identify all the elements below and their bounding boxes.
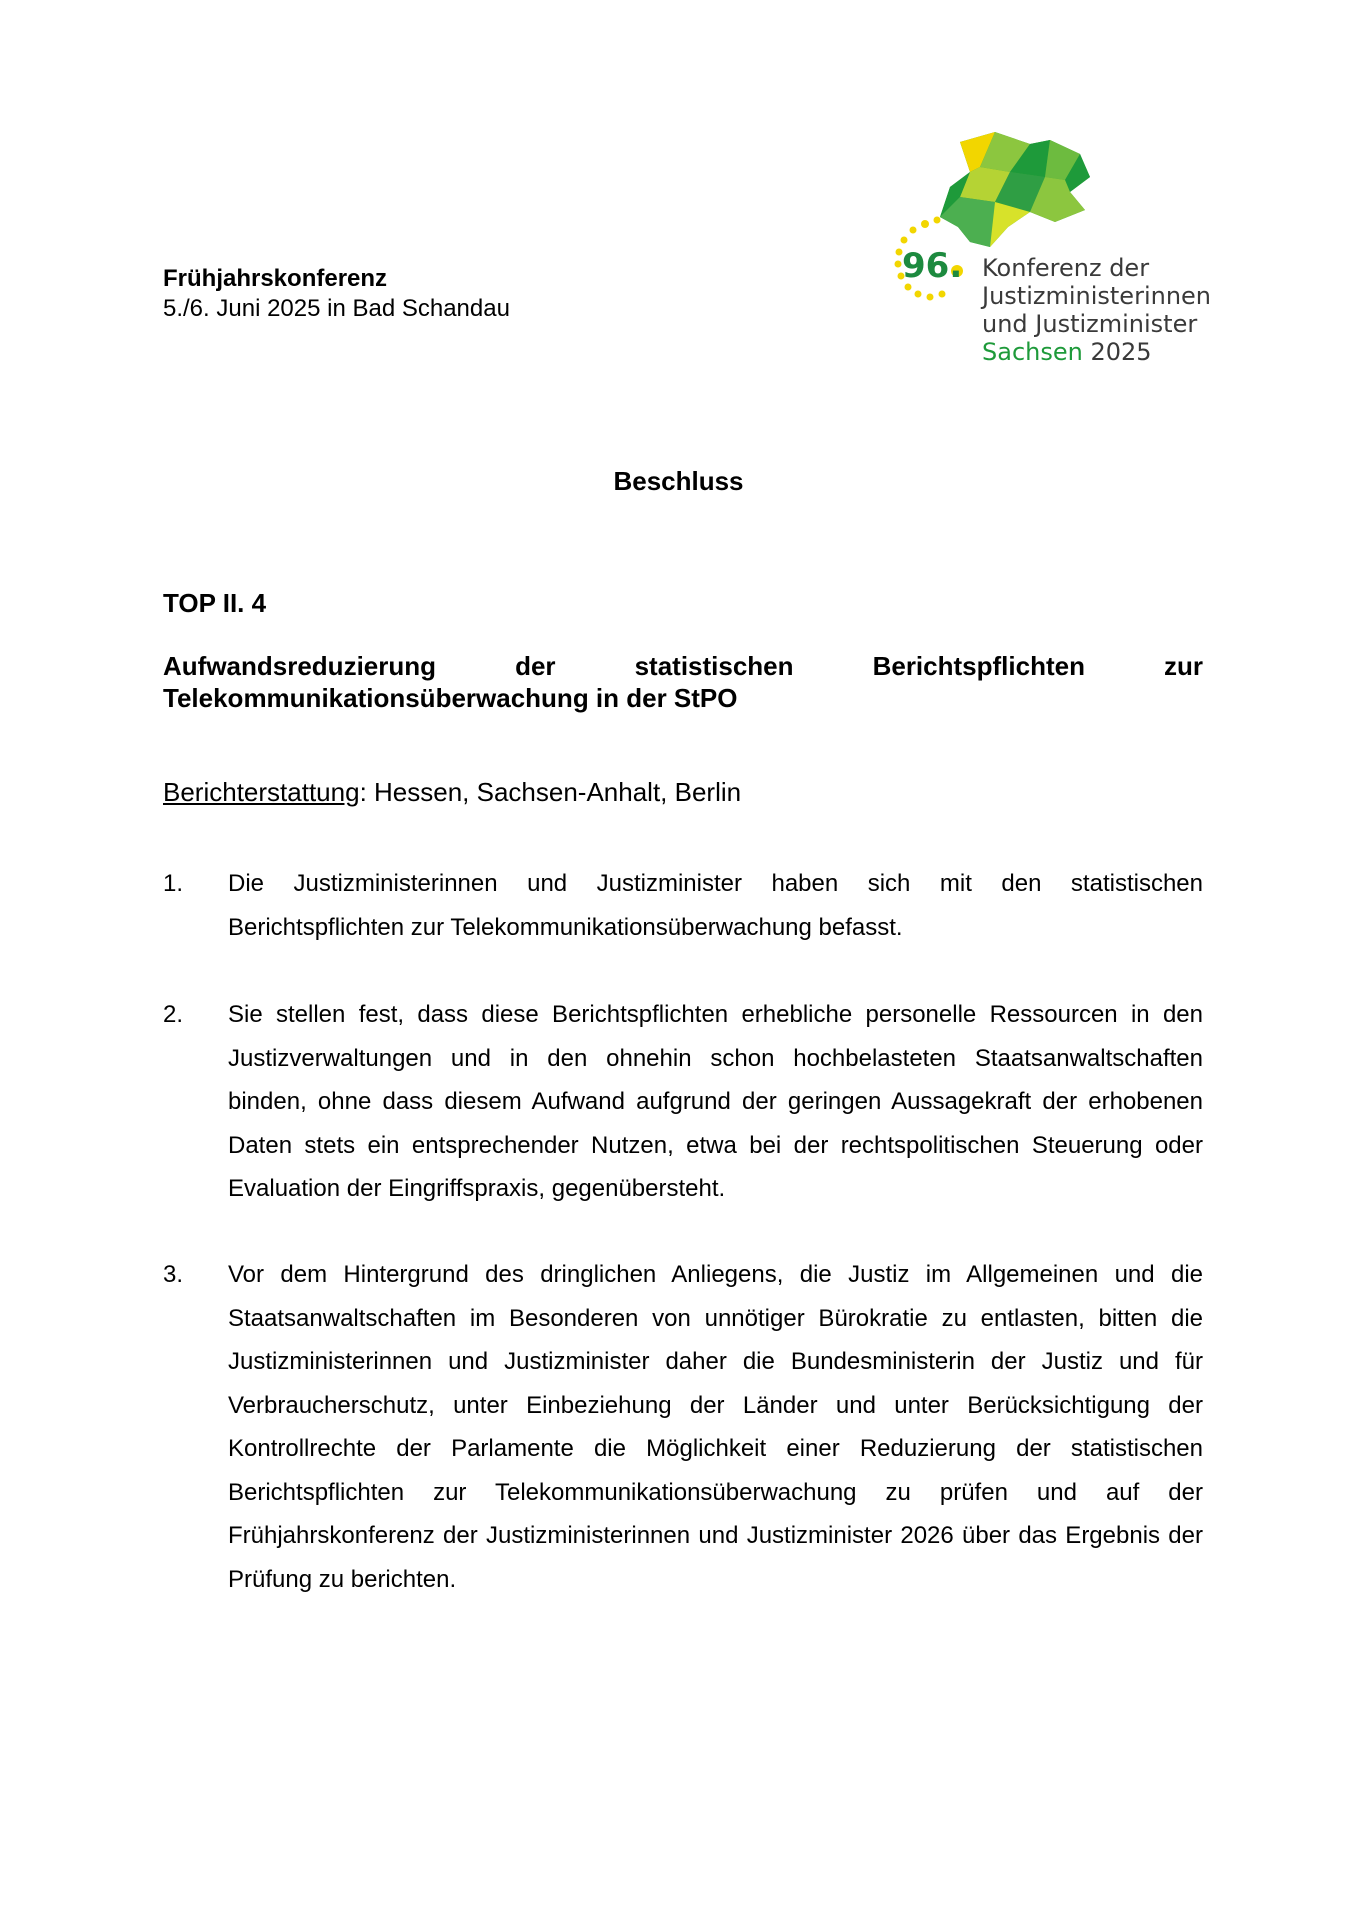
logo-state: Sachsen [982, 338, 1083, 366]
subject-line-1 [163, 650, 1203, 682]
reporting-label: Berichterstattung [163, 777, 360, 807]
subject-line-2: Telekommunikationsüberwachung in der StPO [163, 683, 738, 713]
subject-word: Berichtspflichten [872, 651, 1085, 681]
item-number: 1. [163, 870, 184, 897]
document-title: Beschluss [613, 466, 744, 496]
reporting-line [163, 777, 741, 808]
conference-logo [880, 132, 1210, 372]
logo-line-1: Konferenz der [982, 254, 1150, 282]
item-number: 3. [163, 1261, 184, 1288]
logo-line-3: und Justizminister [982, 310, 1198, 338]
logo-text [982, 254, 1211, 366]
reporting-states: : Hessen, Sachsen-Anhalt, Berlin [359, 777, 742, 807]
logo-line-2: Justizministerinnen [982, 282, 1212, 310]
item-text: Vor dem Hintergrund des dringlichen Anliegens, die Justiz im Allgemeinen und die Staatsanwaltschaften im Besonderen von unnötiger Bürokratie zu entlasten, bitten die Justizministerinnen und Justizminister daher die Bundesministerin der Justiz und für Verbraucherschutz, unter Einbeziehung der Länder und unter Berücksichtigung der Kontrollrechte der Parlamente die Möglichkeit einer Reduzierung der statistischen Berichtspflichten zur Telekommunikationsüberwachung zu prüfen und auf der Frühjahrskonferenz der Justizministerinnen und Justizminister 2026 über das Ergebnis der Prüfung zu berichten. [228, 1261, 1203, 1593]
subject-word: statistischen [634, 651, 794, 681]
list-item [163, 1253, 1203, 1601]
subject-word: Aufwandsreduzierung [163, 651, 437, 681]
item-number: 2. [163, 1001, 184, 1028]
conference-date-location: 5./6. Juni 2025 in Bad Schandau [163, 295, 510, 322]
subject-word: zur [1164, 651, 1203, 681]
document-header [163, 264, 510, 324]
logo-year: 2025 [1090, 338, 1152, 366]
subject-heading [163, 650, 1203, 714]
logo-number: 96. [902, 246, 963, 286]
logo-line-4 [982, 338, 1211, 366]
list-item [163, 862, 1203, 949]
conference-name: Frühjahrskonferenz [163, 265, 388, 292]
agenda-item: TOP II. 4 [163, 588, 267, 618]
subject-word: der [515, 651, 556, 681]
list-item [163, 993, 1203, 1211]
item-text: Sie stellen fest, dass diese Berichtspflichten erhebliche personelle Ressourcen in den Justizverwaltungen und in den ohnehin schon hochbelasteten Staatsanwaltschaften binden, ohne dass diesem Aufwand aufgrund der geringen Aussagekraft der erhobenen Daten stets ein entsprechender Nutzen, etwa bei der rechtspolitischen Steuerung oder Evaluation der Eingriffspraxis, gegenübersteht. [228, 1001, 1203, 1202]
item-text: Die Justizministerinnen und Justizminister haben sich mit den statistischen Berichtspflichten zur Telekommunikationsüberwachung befasst. [228, 870, 1203, 941]
